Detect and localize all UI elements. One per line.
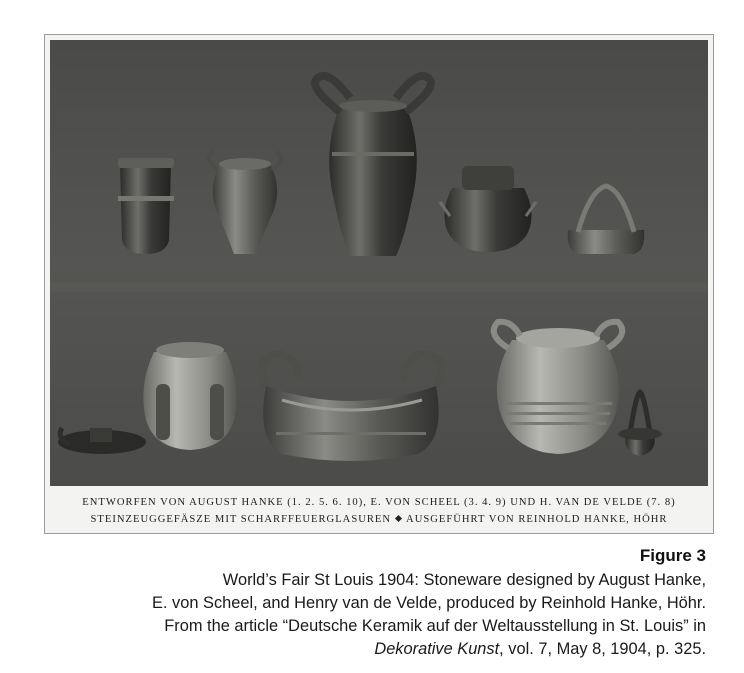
plate-caption xyxy=(45,494,713,528)
figure-label: Figure 3 xyxy=(639,546,706,565)
figure-caption xyxy=(26,569,706,661)
caption-line-4 xyxy=(26,638,706,661)
caption-line-3: From the article “Deutsche Keramik auf der Weltausstellung in St. Louis” in xyxy=(164,617,706,635)
plate-caption-line2-right: AUSGEFÜHRT VON REINHOLD HANKE, HÖHR xyxy=(406,514,668,525)
plate-caption-line2-left: STEINZEUGGEFÄSZE MIT SCHARFFEUERGLASUREN xyxy=(90,514,392,525)
banded-amphora xyxy=(494,322,622,454)
citation-details: , vol. 7, May 8, 1904, p. 325. xyxy=(499,640,706,658)
stoneware-photograph xyxy=(50,40,708,486)
journal-title: Dekorative Kunst xyxy=(374,640,500,658)
vase-1 xyxy=(118,158,174,254)
caption-line-2: E. von Scheel, and Henry van de Velde, produced by Reinhold Hanke, Höhr. xyxy=(152,594,706,612)
globular-vase xyxy=(143,342,236,450)
plate-caption-line1: ENTWORFEN VON AUGUST HANKE (1. 2. 5. 6. 10), E. VON SCHEEL (3. 4. 9) UND H. VAN DE VELDE (7. 8) xyxy=(82,497,676,508)
caption-line-1: World’s Fair St Louis 1904: Stoneware designed by August Hanke, xyxy=(222,571,706,589)
diamond-separator-icon xyxy=(395,515,402,522)
photo-plate xyxy=(44,34,714,534)
plate-caption-line2 xyxy=(45,511,713,528)
